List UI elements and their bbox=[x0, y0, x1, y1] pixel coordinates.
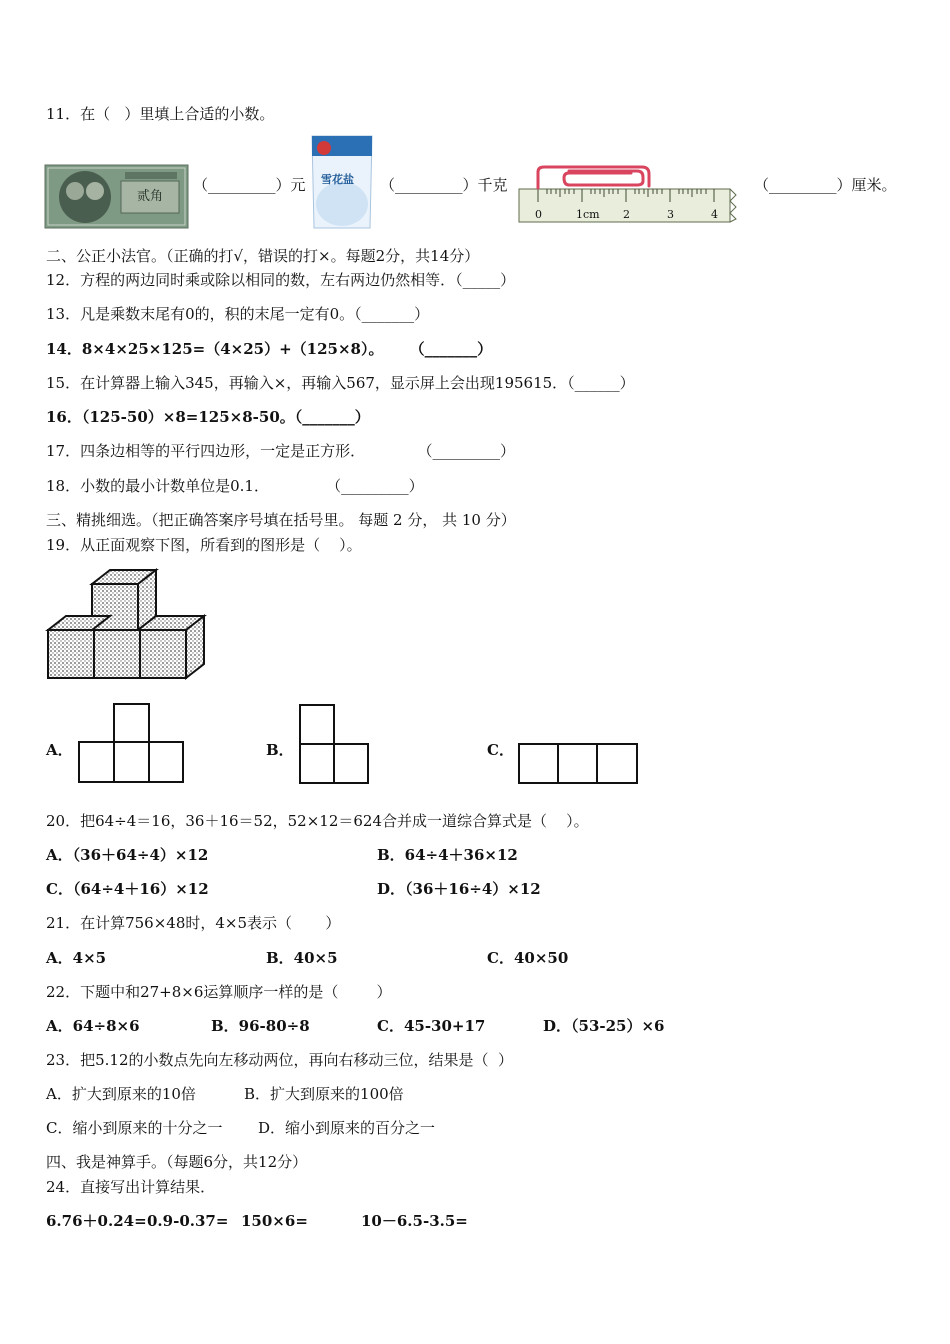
q11-text: 11．在（ ）里填上合适的小数。 bbox=[46, 105, 275, 123]
q11-blank-cm: （_________）厘米。 bbox=[754, 176, 897, 194]
q11-blank-yuan: （_________）元 bbox=[193, 176, 306, 194]
q20-option-d: D．（36＋16÷4）×12 bbox=[377, 880, 541, 898]
q18: 18．小数的最小计数单位是0.1． （_________） bbox=[46, 477, 424, 495]
ruler-unit-label: 1cm bbox=[576, 208, 600, 221]
q16: 16．（125-50）×8=125×8-50。（_______） bbox=[46, 408, 370, 426]
q23-text: 23．把5.12的小数点先向左移动两位，再向右移动三位，结果是（ ） bbox=[46, 1051, 514, 1069]
banknote-image bbox=[45, 165, 188, 228]
ruler-tick-3: 3 bbox=[667, 208, 674, 221]
q20-option-c: C．（64÷4＋16）×12 bbox=[46, 880, 209, 898]
stacked-cubes-figure bbox=[46, 570, 206, 682]
section3-header: 三、精挑细选。（把正确答案序号填在括号里。 每题 2 分， 共 10 分） bbox=[46, 511, 516, 529]
q23-option-c: C．缩小到原来的十分之一 bbox=[46, 1119, 223, 1137]
q19-option-b-label: B． bbox=[266, 741, 294, 759]
q23-option-d: D．缩小到原来的百分之一 bbox=[258, 1119, 436, 1137]
ruler-tick-0: 0 bbox=[535, 208, 542, 221]
q21-text: 21．在计算756×48时，4×5表示（ ） bbox=[46, 914, 341, 932]
q24-expr-1: 6.76＋0.24= bbox=[46, 1212, 147, 1230]
q22-option-a: A．64÷8×6 bbox=[46, 1017, 140, 1035]
q11-blank-kg: （_________）千克 bbox=[380, 176, 508, 194]
q22-text: 22．下题中和27+8×6运算顺序一样的是（ ） bbox=[46, 983, 392, 1001]
section2-header: 二、公正小法官。（正确的打√，错误的打×。每题2分，共14分） bbox=[46, 247, 480, 265]
q19-text: 19．从正面观察下图，所看到的图形是（ ）。 bbox=[46, 536, 362, 554]
q17: 17．四条边相等的平行四边形，一定是正方形． （_________） bbox=[46, 442, 516, 460]
q22-option-b: B．96-80÷8 bbox=[211, 1017, 310, 1035]
q19-option-c-label: C． bbox=[487, 741, 514, 759]
banknote-denomination: 贰角 bbox=[137, 189, 164, 204]
q19-option-a-figure bbox=[78, 703, 184, 783]
q20-option-b: B．64÷4＋36×12 bbox=[377, 846, 518, 864]
q22-option-c: C．45-30+17 bbox=[377, 1017, 486, 1035]
q21-option-b: B．40×5 bbox=[266, 949, 338, 967]
q23-option-b: B．扩大到原来的100倍 bbox=[244, 1085, 404, 1103]
q12: 12．方程的两边同时乘或除以相同的数，左右两边仍然相等．（_____） bbox=[46, 271, 516, 289]
q21-option-a: A．4×5 bbox=[46, 949, 107, 967]
q19-option-a-label: A． bbox=[46, 741, 73, 759]
q19-option-b-figure bbox=[299, 704, 369, 784]
q14: 14．8×4×25×125=（4×25）+（125×8）。 （_______） bbox=[46, 340, 493, 358]
section4-header: 四、我是神算手。（每题6分，共12分） bbox=[46, 1153, 308, 1171]
salt-bag-label: 雪花盐 bbox=[321, 173, 354, 186]
q23-option-a: A．扩大到原来的10倍 bbox=[46, 1085, 196, 1103]
q19-option-c-figure bbox=[518, 743, 638, 784]
q13: 13．凡是乘数末尾有0的，积的末尾一定有0。（_______） bbox=[46, 305, 430, 323]
q24-expr-4: 10－6.5-3.5= bbox=[361, 1212, 468, 1230]
q24-text: 24．直接写出计算结果． bbox=[46, 1178, 216, 1196]
q24-expr-2: 0.9-0.37= bbox=[147, 1212, 229, 1230]
q24-expr-3: 150×6= bbox=[241, 1212, 308, 1230]
q22-option-d: D．（53-25）×6 bbox=[543, 1017, 665, 1035]
q20-option-a: A．（36＋64÷4）×12 bbox=[46, 846, 209, 864]
q15: 15．在计算器上输入345，再输入×，再输入567，显示屏上会出现195615．（______） bbox=[46, 374, 635, 392]
ruler-tick-4: 4 bbox=[711, 208, 718, 221]
q21-option-c: C．40×50 bbox=[487, 949, 569, 967]
q20-text: 20．把64÷4＝16，36＋16＝52，52×12＝624合并成一道综合算式是（ ）。 bbox=[46, 812, 589, 830]
ruler-tick-2: 2 bbox=[623, 208, 630, 221]
